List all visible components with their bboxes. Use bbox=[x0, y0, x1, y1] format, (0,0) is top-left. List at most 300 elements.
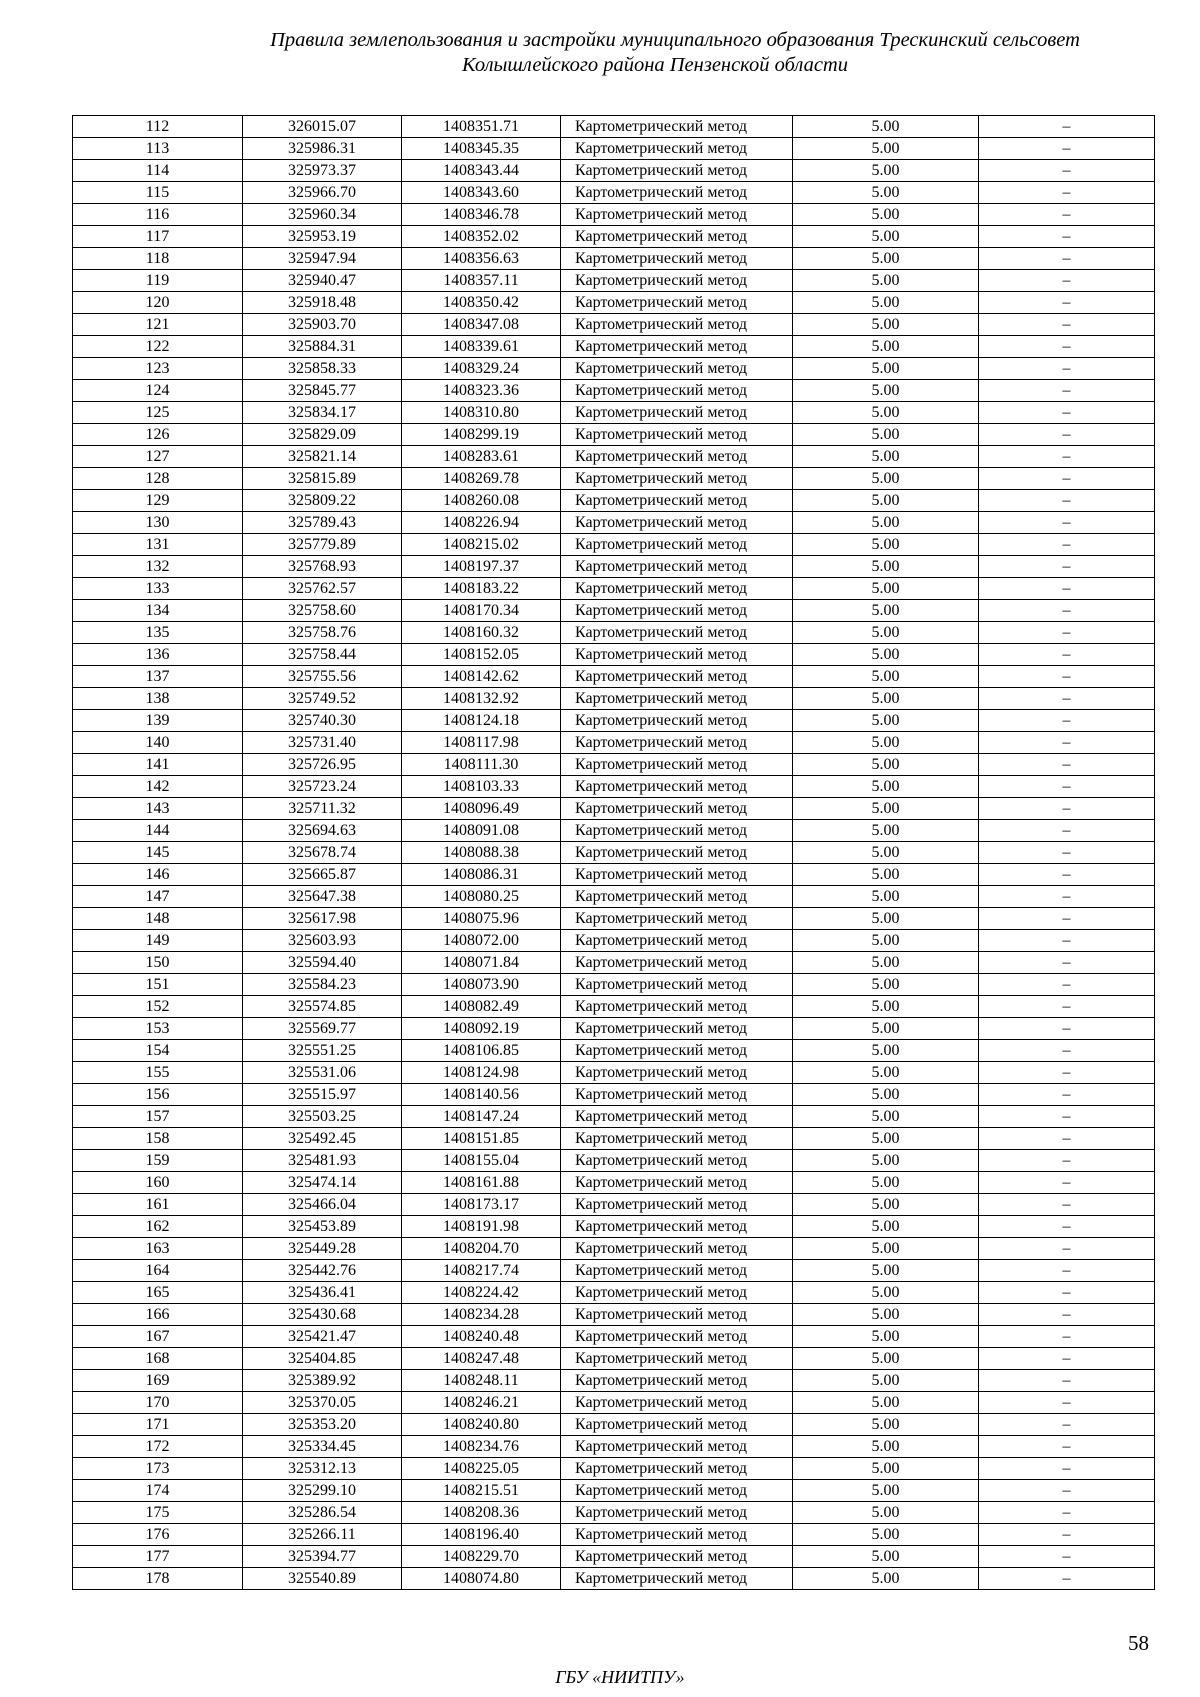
description-cell: – bbox=[979, 1238, 1155, 1260]
description-cell: – bbox=[979, 798, 1155, 820]
description-cell: – bbox=[979, 556, 1155, 578]
point-number-cell: 167 bbox=[73, 1326, 243, 1348]
y-coordinate-cell: 1408357.11 bbox=[402, 270, 561, 292]
table-row bbox=[73, 512, 1155, 534]
accuracy-cell: 5.00 bbox=[793, 842, 979, 864]
point-number-cell: 124 bbox=[73, 380, 243, 402]
method-cell: Картометрический метод bbox=[561, 820, 793, 842]
description-cell: – bbox=[979, 1106, 1155, 1128]
table-row bbox=[73, 952, 1155, 974]
table-row bbox=[73, 534, 1155, 556]
y-coordinate-cell: 1408082.49 bbox=[402, 996, 561, 1018]
y-coordinate-cell: 1408197.37 bbox=[402, 556, 561, 578]
accuracy-cell: 5.00 bbox=[793, 1106, 979, 1128]
accuracy-cell: 5.00 bbox=[793, 204, 979, 226]
accuracy-cell: 5.00 bbox=[793, 622, 979, 644]
y-coordinate-cell: 1408240.80 bbox=[402, 1414, 561, 1436]
method-cell: Картометрический метод bbox=[561, 248, 793, 270]
accuracy-cell: 5.00 bbox=[793, 1216, 979, 1238]
y-coordinate-cell: 1408072.00 bbox=[402, 930, 561, 952]
table-row bbox=[73, 974, 1155, 996]
accuracy-cell: 5.00 bbox=[793, 1128, 979, 1150]
description-cell: – bbox=[979, 1260, 1155, 1282]
accuracy-cell: 5.00 bbox=[793, 1568, 979, 1590]
description-cell: – bbox=[979, 930, 1155, 952]
description-cell: – bbox=[979, 248, 1155, 270]
description-cell: – bbox=[979, 1480, 1155, 1502]
accuracy-cell: 5.00 bbox=[793, 446, 979, 468]
table-row bbox=[73, 204, 1155, 226]
y-coordinate-cell: 1408096.49 bbox=[402, 798, 561, 820]
table-row bbox=[73, 380, 1155, 402]
table-row bbox=[73, 1260, 1155, 1282]
x-coordinate-cell: 325430.68 bbox=[243, 1304, 402, 1326]
x-coordinate-cell: 325694.63 bbox=[243, 820, 402, 842]
method-cell: Картометрический метод bbox=[561, 1436, 793, 1458]
point-number-cell: 115 bbox=[73, 182, 243, 204]
description-cell: – bbox=[979, 732, 1155, 754]
description-cell: – bbox=[979, 402, 1155, 424]
accuracy-cell: 5.00 bbox=[793, 336, 979, 358]
point-number-cell: 134 bbox=[73, 600, 243, 622]
description-cell: – bbox=[979, 1502, 1155, 1524]
x-coordinate-cell: 325540.89 bbox=[243, 1568, 402, 1590]
x-coordinate-cell: 325394.77 bbox=[243, 1546, 402, 1568]
accuracy-cell: 5.00 bbox=[793, 820, 979, 842]
method-cell: Картометрический метод bbox=[561, 1480, 793, 1502]
method-cell: Картометрический метод bbox=[561, 138, 793, 160]
table-row bbox=[73, 556, 1155, 578]
description-cell: – bbox=[979, 1370, 1155, 1392]
point-number-cell: 118 bbox=[73, 248, 243, 270]
y-coordinate-cell: 1408351.71 bbox=[402, 116, 561, 138]
method-cell: Картометрический метод bbox=[561, 1216, 793, 1238]
x-coordinate-cell: 325334.45 bbox=[243, 1436, 402, 1458]
method-cell: Картометрический метод bbox=[561, 1150, 793, 1172]
method-cell: Картометрический метод bbox=[561, 204, 793, 226]
accuracy-cell: 5.00 bbox=[793, 1260, 979, 1282]
y-coordinate-cell: 1408161.88 bbox=[402, 1172, 561, 1194]
method-cell: Картометрический метод bbox=[561, 402, 793, 424]
table-row bbox=[73, 1062, 1155, 1084]
table-row bbox=[73, 622, 1155, 644]
y-coordinate-cell: 1408160.32 bbox=[402, 622, 561, 644]
method-cell: Картометрический метод bbox=[561, 1260, 793, 1282]
method-cell: Картометрический метод bbox=[561, 424, 793, 446]
point-number-cell: 149 bbox=[73, 930, 243, 952]
description-cell: – bbox=[979, 974, 1155, 996]
accuracy-cell: 5.00 bbox=[793, 270, 979, 292]
point-number-cell: 164 bbox=[73, 1260, 243, 1282]
accuracy-cell: 5.00 bbox=[793, 688, 979, 710]
method-cell: Картометрический метод bbox=[561, 974, 793, 996]
point-number-cell: 153 bbox=[73, 1018, 243, 1040]
description-cell: – bbox=[979, 754, 1155, 776]
point-number-cell: 161 bbox=[73, 1194, 243, 1216]
method-cell: Картометрический метод bbox=[561, 490, 793, 512]
method-cell: Картометрический метод bbox=[561, 622, 793, 644]
point-number-cell: 122 bbox=[73, 336, 243, 358]
description-cell: – bbox=[979, 776, 1155, 798]
table-row bbox=[73, 468, 1155, 490]
point-number-cell: 157 bbox=[73, 1106, 243, 1128]
y-coordinate-cell: 1408173.17 bbox=[402, 1194, 561, 1216]
y-coordinate-cell: 1408234.76 bbox=[402, 1436, 561, 1458]
y-coordinate-cell: 1408329.24 bbox=[402, 358, 561, 380]
accuracy-cell: 5.00 bbox=[793, 952, 979, 974]
x-coordinate-cell: 325515.97 bbox=[243, 1084, 402, 1106]
table-row bbox=[73, 226, 1155, 248]
point-number-cell: 165 bbox=[73, 1282, 243, 1304]
point-number-cell: 175 bbox=[73, 1502, 243, 1524]
point-number-cell: 125 bbox=[73, 402, 243, 424]
method-cell: Картометрический метод bbox=[561, 908, 793, 930]
y-coordinate-cell: 1408343.44 bbox=[402, 160, 561, 182]
method-cell: Картометрический метод bbox=[561, 556, 793, 578]
x-coordinate-cell: 325740.30 bbox=[243, 710, 402, 732]
accuracy-cell: 5.00 bbox=[793, 1084, 979, 1106]
point-number-cell: 119 bbox=[73, 270, 243, 292]
x-coordinate-cell: 325286.54 bbox=[243, 1502, 402, 1524]
header-line-1: Правила землепользования и застройки муниципального образования Трескинский сельсовет bbox=[270, 29, 1080, 51]
x-coordinate-cell: 325918.48 bbox=[243, 292, 402, 314]
table-row bbox=[73, 1436, 1155, 1458]
method-cell: Картометрический метод bbox=[561, 798, 793, 820]
y-coordinate-cell: 1408247.48 bbox=[402, 1348, 561, 1370]
point-number-cell: 144 bbox=[73, 820, 243, 842]
y-coordinate-cell: 1408346.78 bbox=[402, 204, 561, 226]
table-row bbox=[73, 688, 1155, 710]
page-header bbox=[0, 28, 1200, 78]
x-coordinate-cell: 325474.14 bbox=[243, 1172, 402, 1194]
x-coordinate-cell: 325594.40 bbox=[243, 952, 402, 974]
description-cell: – bbox=[979, 1172, 1155, 1194]
x-coordinate-cell: 325845.77 bbox=[243, 380, 402, 402]
x-coordinate-cell: 325758.60 bbox=[243, 600, 402, 622]
method-cell: Картометрический метод bbox=[561, 1524, 793, 1546]
method-cell: Картометрический метод bbox=[561, 754, 793, 776]
method-cell: Картометрический метод bbox=[561, 292, 793, 314]
accuracy-cell: 5.00 bbox=[793, 468, 979, 490]
point-number-cell: 156 bbox=[73, 1084, 243, 1106]
x-coordinate-cell: 325768.93 bbox=[243, 556, 402, 578]
accuracy-cell: 5.00 bbox=[793, 1524, 979, 1546]
table-row bbox=[73, 1018, 1155, 1040]
point-number-cell: 113 bbox=[73, 138, 243, 160]
point-number-cell: 128 bbox=[73, 468, 243, 490]
accuracy-cell: 5.00 bbox=[793, 1018, 979, 1040]
description-cell: – bbox=[979, 1546, 1155, 1568]
table-row bbox=[73, 490, 1155, 512]
point-number-cell: 170 bbox=[73, 1392, 243, 1414]
x-coordinate-cell: 325569.77 bbox=[243, 1018, 402, 1040]
x-coordinate-cell: 325449.28 bbox=[243, 1238, 402, 1260]
x-coordinate-cell: 325389.92 bbox=[243, 1370, 402, 1392]
y-coordinate-cell: 1408075.96 bbox=[402, 908, 561, 930]
point-number-cell: 143 bbox=[73, 798, 243, 820]
table-row bbox=[73, 1458, 1155, 1480]
point-number-cell: 129 bbox=[73, 490, 243, 512]
table-row bbox=[73, 798, 1155, 820]
accuracy-cell: 5.00 bbox=[793, 732, 979, 754]
accuracy-cell: 5.00 bbox=[793, 1392, 979, 1414]
method-cell: Картометрический метод bbox=[561, 578, 793, 600]
y-coordinate-cell: 1408345.35 bbox=[402, 138, 561, 160]
point-number-cell: 136 bbox=[73, 644, 243, 666]
description-cell: – bbox=[979, 358, 1155, 380]
description-cell: – bbox=[979, 1062, 1155, 1084]
accuracy-cell: 5.00 bbox=[793, 160, 979, 182]
table-row bbox=[73, 1282, 1155, 1304]
x-coordinate-cell: 325986.31 bbox=[243, 138, 402, 160]
accuracy-cell: 5.00 bbox=[793, 1370, 979, 1392]
table-row bbox=[73, 732, 1155, 754]
description-cell: – bbox=[979, 578, 1155, 600]
x-coordinate-cell: 325903.70 bbox=[243, 314, 402, 336]
method-cell: Картометрический метод bbox=[561, 270, 793, 292]
accuracy-cell: 5.00 bbox=[793, 908, 979, 930]
y-coordinate-cell: 1408234.28 bbox=[402, 1304, 561, 1326]
point-number-cell: 138 bbox=[73, 688, 243, 710]
table-row bbox=[73, 138, 1155, 160]
point-number-cell: 137 bbox=[73, 666, 243, 688]
table-row bbox=[73, 1238, 1155, 1260]
description-cell: – bbox=[979, 1282, 1155, 1304]
table-row bbox=[73, 666, 1155, 688]
method-cell: Картометрический метод bbox=[561, 512, 793, 534]
table-row bbox=[73, 358, 1155, 380]
method-cell: Картометрический метод bbox=[561, 1040, 793, 1062]
method-cell: Картометрический метод bbox=[561, 1568, 793, 1590]
method-cell: Картометрический метод bbox=[561, 1326, 793, 1348]
x-coordinate-cell: 325436.41 bbox=[243, 1282, 402, 1304]
table-row bbox=[73, 600, 1155, 622]
point-number-cell: 152 bbox=[73, 996, 243, 1018]
description-cell: – bbox=[979, 226, 1155, 248]
method-cell: Картометрический метод bbox=[561, 1084, 793, 1106]
method-cell: Картометрический метод bbox=[561, 1128, 793, 1150]
x-coordinate-cell: 325647.38 bbox=[243, 886, 402, 908]
accuracy-cell: 5.00 bbox=[793, 1502, 979, 1524]
description-cell: – bbox=[979, 512, 1155, 534]
y-coordinate-cell: 1408299.19 bbox=[402, 424, 561, 446]
x-coordinate-cell: 325960.34 bbox=[243, 204, 402, 226]
method-cell: Картометрический метод bbox=[561, 996, 793, 1018]
y-coordinate-cell: 1408092.19 bbox=[402, 1018, 561, 1040]
x-coordinate-cell: 325973.37 bbox=[243, 160, 402, 182]
method-cell: Картометрический метод bbox=[561, 226, 793, 248]
method-cell: Картометрический метод bbox=[561, 468, 793, 490]
table-row bbox=[73, 1524, 1155, 1546]
page-footer: ГБУ «НИИТПУ» bbox=[555, 1667, 685, 1687]
x-coordinate-cell: 325815.89 bbox=[243, 468, 402, 490]
method-cell: Картометрический метод bbox=[561, 1414, 793, 1436]
x-coordinate-cell: 325492.45 bbox=[243, 1128, 402, 1150]
point-number-cell: 146 bbox=[73, 864, 243, 886]
y-coordinate-cell: 1408225.05 bbox=[402, 1458, 561, 1480]
accuracy-cell: 5.00 bbox=[793, 1172, 979, 1194]
accuracy-cell: 5.00 bbox=[793, 1238, 979, 1260]
description-cell: – bbox=[979, 1040, 1155, 1062]
method-cell: Картометрический метод bbox=[561, 358, 793, 380]
accuracy-cell: 5.00 bbox=[793, 974, 979, 996]
table-row bbox=[73, 116, 1155, 138]
point-number-cell: 142 bbox=[73, 776, 243, 798]
table-row bbox=[73, 1502, 1155, 1524]
x-coordinate-cell: 325726.95 bbox=[243, 754, 402, 776]
description-cell: – bbox=[979, 864, 1155, 886]
table-row bbox=[73, 930, 1155, 952]
accuracy-cell: 5.00 bbox=[793, 1150, 979, 1172]
method-cell: Картометрический метод bbox=[561, 1392, 793, 1414]
y-coordinate-cell: 1408170.34 bbox=[402, 600, 561, 622]
point-number-cell: 158 bbox=[73, 1128, 243, 1150]
point-number-cell: 171 bbox=[73, 1414, 243, 1436]
x-coordinate-cell: 325711.32 bbox=[243, 798, 402, 820]
description-cell: – bbox=[979, 160, 1155, 182]
y-coordinate-cell: 1408124.98 bbox=[402, 1062, 561, 1084]
table-row bbox=[73, 754, 1155, 776]
y-coordinate-cell: 1408229.70 bbox=[402, 1546, 561, 1568]
description-cell: – bbox=[979, 622, 1155, 644]
x-coordinate-cell: 325404.85 bbox=[243, 1348, 402, 1370]
y-coordinate-cell: 1408248.11 bbox=[402, 1370, 561, 1392]
y-coordinate-cell: 1408347.08 bbox=[402, 314, 561, 336]
accuracy-cell: 5.00 bbox=[793, 226, 979, 248]
x-coordinate-cell: 325940.47 bbox=[243, 270, 402, 292]
x-coordinate-cell: 325466.04 bbox=[243, 1194, 402, 1216]
method-cell: Картометрический метод bbox=[561, 446, 793, 468]
description-cell: – bbox=[979, 138, 1155, 160]
y-coordinate-cell: 1408240.48 bbox=[402, 1326, 561, 1348]
point-number-cell: 155 bbox=[73, 1062, 243, 1084]
accuracy-cell: 5.00 bbox=[793, 358, 979, 380]
y-coordinate-cell: 1408071.84 bbox=[402, 952, 561, 974]
table-row bbox=[73, 248, 1155, 270]
page-number: 58 bbox=[1128, 1631, 1149, 1655]
x-coordinate-cell: 325731.40 bbox=[243, 732, 402, 754]
description-cell: – bbox=[979, 842, 1155, 864]
table-row bbox=[73, 446, 1155, 468]
accuracy-cell: 5.00 bbox=[793, 1282, 979, 1304]
x-coordinate-cell: 325665.87 bbox=[243, 864, 402, 886]
accuracy-cell: 5.00 bbox=[793, 644, 979, 666]
method-cell: Картометрический метод bbox=[561, 1018, 793, 1040]
point-number-cell: 140 bbox=[73, 732, 243, 754]
point-number-cell: 135 bbox=[73, 622, 243, 644]
y-coordinate-cell: 1408310.80 bbox=[402, 402, 561, 424]
x-coordinate-cell: 325723.24 bbox=[243, 776, 402, 798]
table-row bbox=[73, 886, 1155, 908]
description-cell: – bbox=[979, 292, 1155, 314]
y-coordinate-cell: 1408191.98 bbox=[402, 1216, 561, 1238]
point-number-cell: 160 bbox=[73, 1172, 243, 1194]
accuracy-cell: 5.00 bbox=[793, 1546, 979, 1568]
method-cell: Картометрический метод bbox=[561, 710, 793, 732]
accuracy-cell: 5.00 bbox=[793, 402, 979, 424]
table-row bbox=[73, 1172, 1155, 1194]
point-number-cell: 151 bbox=[73, 974, 243, 996]
method-cell: Картометрический метод bbox=[561, 1546, 793, 1568]
x-coordinate-cell: 325678.74 bbox=[243, 842, 402, 864]
table-row bbox=[73, 644, 1155, 666]
accuracy-cell: 5.00 bbox=[793, 1458, 979, 1480]
table-row bbox=[73, 292, 1155, 314]
method-cell: Картометрический метод bbox=[561, 1172, 793, 1194]
method-cell: Картометрический метод bbox=[561, 380, 793, 402]
description-cell: – bbox=[979, 1304, 1155, 1326]
table-row bbox=[73, 1568, 1155, 1590]
x-coordinate-cell: 325453.89 bbox=[243, 1216, 402, 1238]
x-coordinate-cell: 325574.85 bbox=[243, 996, 402, 1018]
method-cell: Картометрический метод bbox=[561, 1194, 793, 1216]
accuracy-cell: 5.00 bbox=[793, 424, 979, 446]
point-number-cell: 148 bbox=[73, 908, 243, 930]
description-cell: – bbox=[979, 1150, 1155, 1172]
header-line-2: Колышлейского района Пензенской области bbox=[462, 54, 848, 76]
accuracy-cell: 5.00 bbox=[793, 512, 979, 534]
accuracy-cell: 5.00 bbox=[793, 1326, 979, 1348]
description-cell: – bbox=[979, 1568, 1155, 1590]
y-coordinate-cell: 1408106.85 bbox=[402, 1040, 561, 1062]
description-cell: – bbox=[979, 1018, 1155, 1040]
accuracy-cell: 5.00 bbox=[793, 1062, 979, 1084]
description-cell: – bbox=[979, 314, 1155, 336]
point-number-cell: 123 bbox=[73, 358, 243, 380]
method-cell: Картометрический метод bbox=[561, 160, 793, 182]
y-coordinate-cell: 1408350.42 bbox=[402, 292, 561, 314]
table-row bbox=[73, 578, 1155, 600]
method-cell: Картометрический метод bbox=[561, 886, 793, 908]
description-cell: – bbox=[979, 116, 1155, 138]
description-cell: – bbox=[979, 1194, 1155, 1216]
x-coordinate-cell: 325821.14 bbox=[243, 446, 402, 468]
x-coordinate-cell: 325503.25 bbox=[243, 1106, 402, 1128]
accuracy-cell: 5.00 bbox=[793, 776, 979, 798]
point-number-cell: 177 bbox=[73, 1546, 243, 1568]
point-number-cell: 117 bbox=[73, 226, 243, 248]
y-coordinate-cell: 1408132.92 bbox=[402, 688, 561, 710]
method-cell: Картометрический метод bbox=[561, 842, 793, 864]
table-row bbox=[73, 820, 1155, 842]
table-row bbox=[73, 424, 1155, 446]
method-cell: Картометрический метод bbox=[561, 688, 793, 710]
table-row bbox=[73, 1392, 1155, 1414]
accuracy-cell: 5.00 bbox=[793, 182, 979, 204]
x-coordinate-cell: 325755.56 bbox=[243, 666, 402, 688]
y-coordinate-cell: 1408111.30 bbox=[402, 754, 561, 776]
x-coordinate-cell: 325858.33 bbox=[243, 358, 402, 380]
point-number-cell: 169 bbox=[73, 1370, 243, 1392]
point-number-cell: 127 bbox=[73, 446, 243, 468]
accuracy-cell: 5.00 bbox=[793, 534, 979, 556]
y-coordinate-cell: 1408124.18 bbox=[402, 710, 561, 732]
y-coordinate-cell: 1408147.24 bbox=[402, 1106, 561, 1128]
point-number-cell: 131 bbox=[73, 534, 243, 556]
table-body bbox=[73, 116, 1155, 1590]
table-row bbox=[73, 1546, 1155, 1568]
point-number-cell: 145 bbox=[73, 842, 243, 864]
x-coordinate-cell: 325551.25 bbox=[243, 1040, 402, 1062]
description-cell: – bbox=[979, 710, 1155, 732]
x-coordinate-cell: 325584.23 bbox=[243, 974, 402, 996]
description-cell: – bbox=[979, 534, 1155, 556]
point-number-cell: 173 bbox=[73, 1458, 243, 1480]
description-cell: – bbox=[979, 952, 1155, 974]
point-number-cell: 132 bbox=[73, 556, 243, 578]
description-cell: – bbox=[979, 182, 1155, 204]
x-coordinate-cell: 325421.47 bbox=[243, 1326, 402, 1348]
